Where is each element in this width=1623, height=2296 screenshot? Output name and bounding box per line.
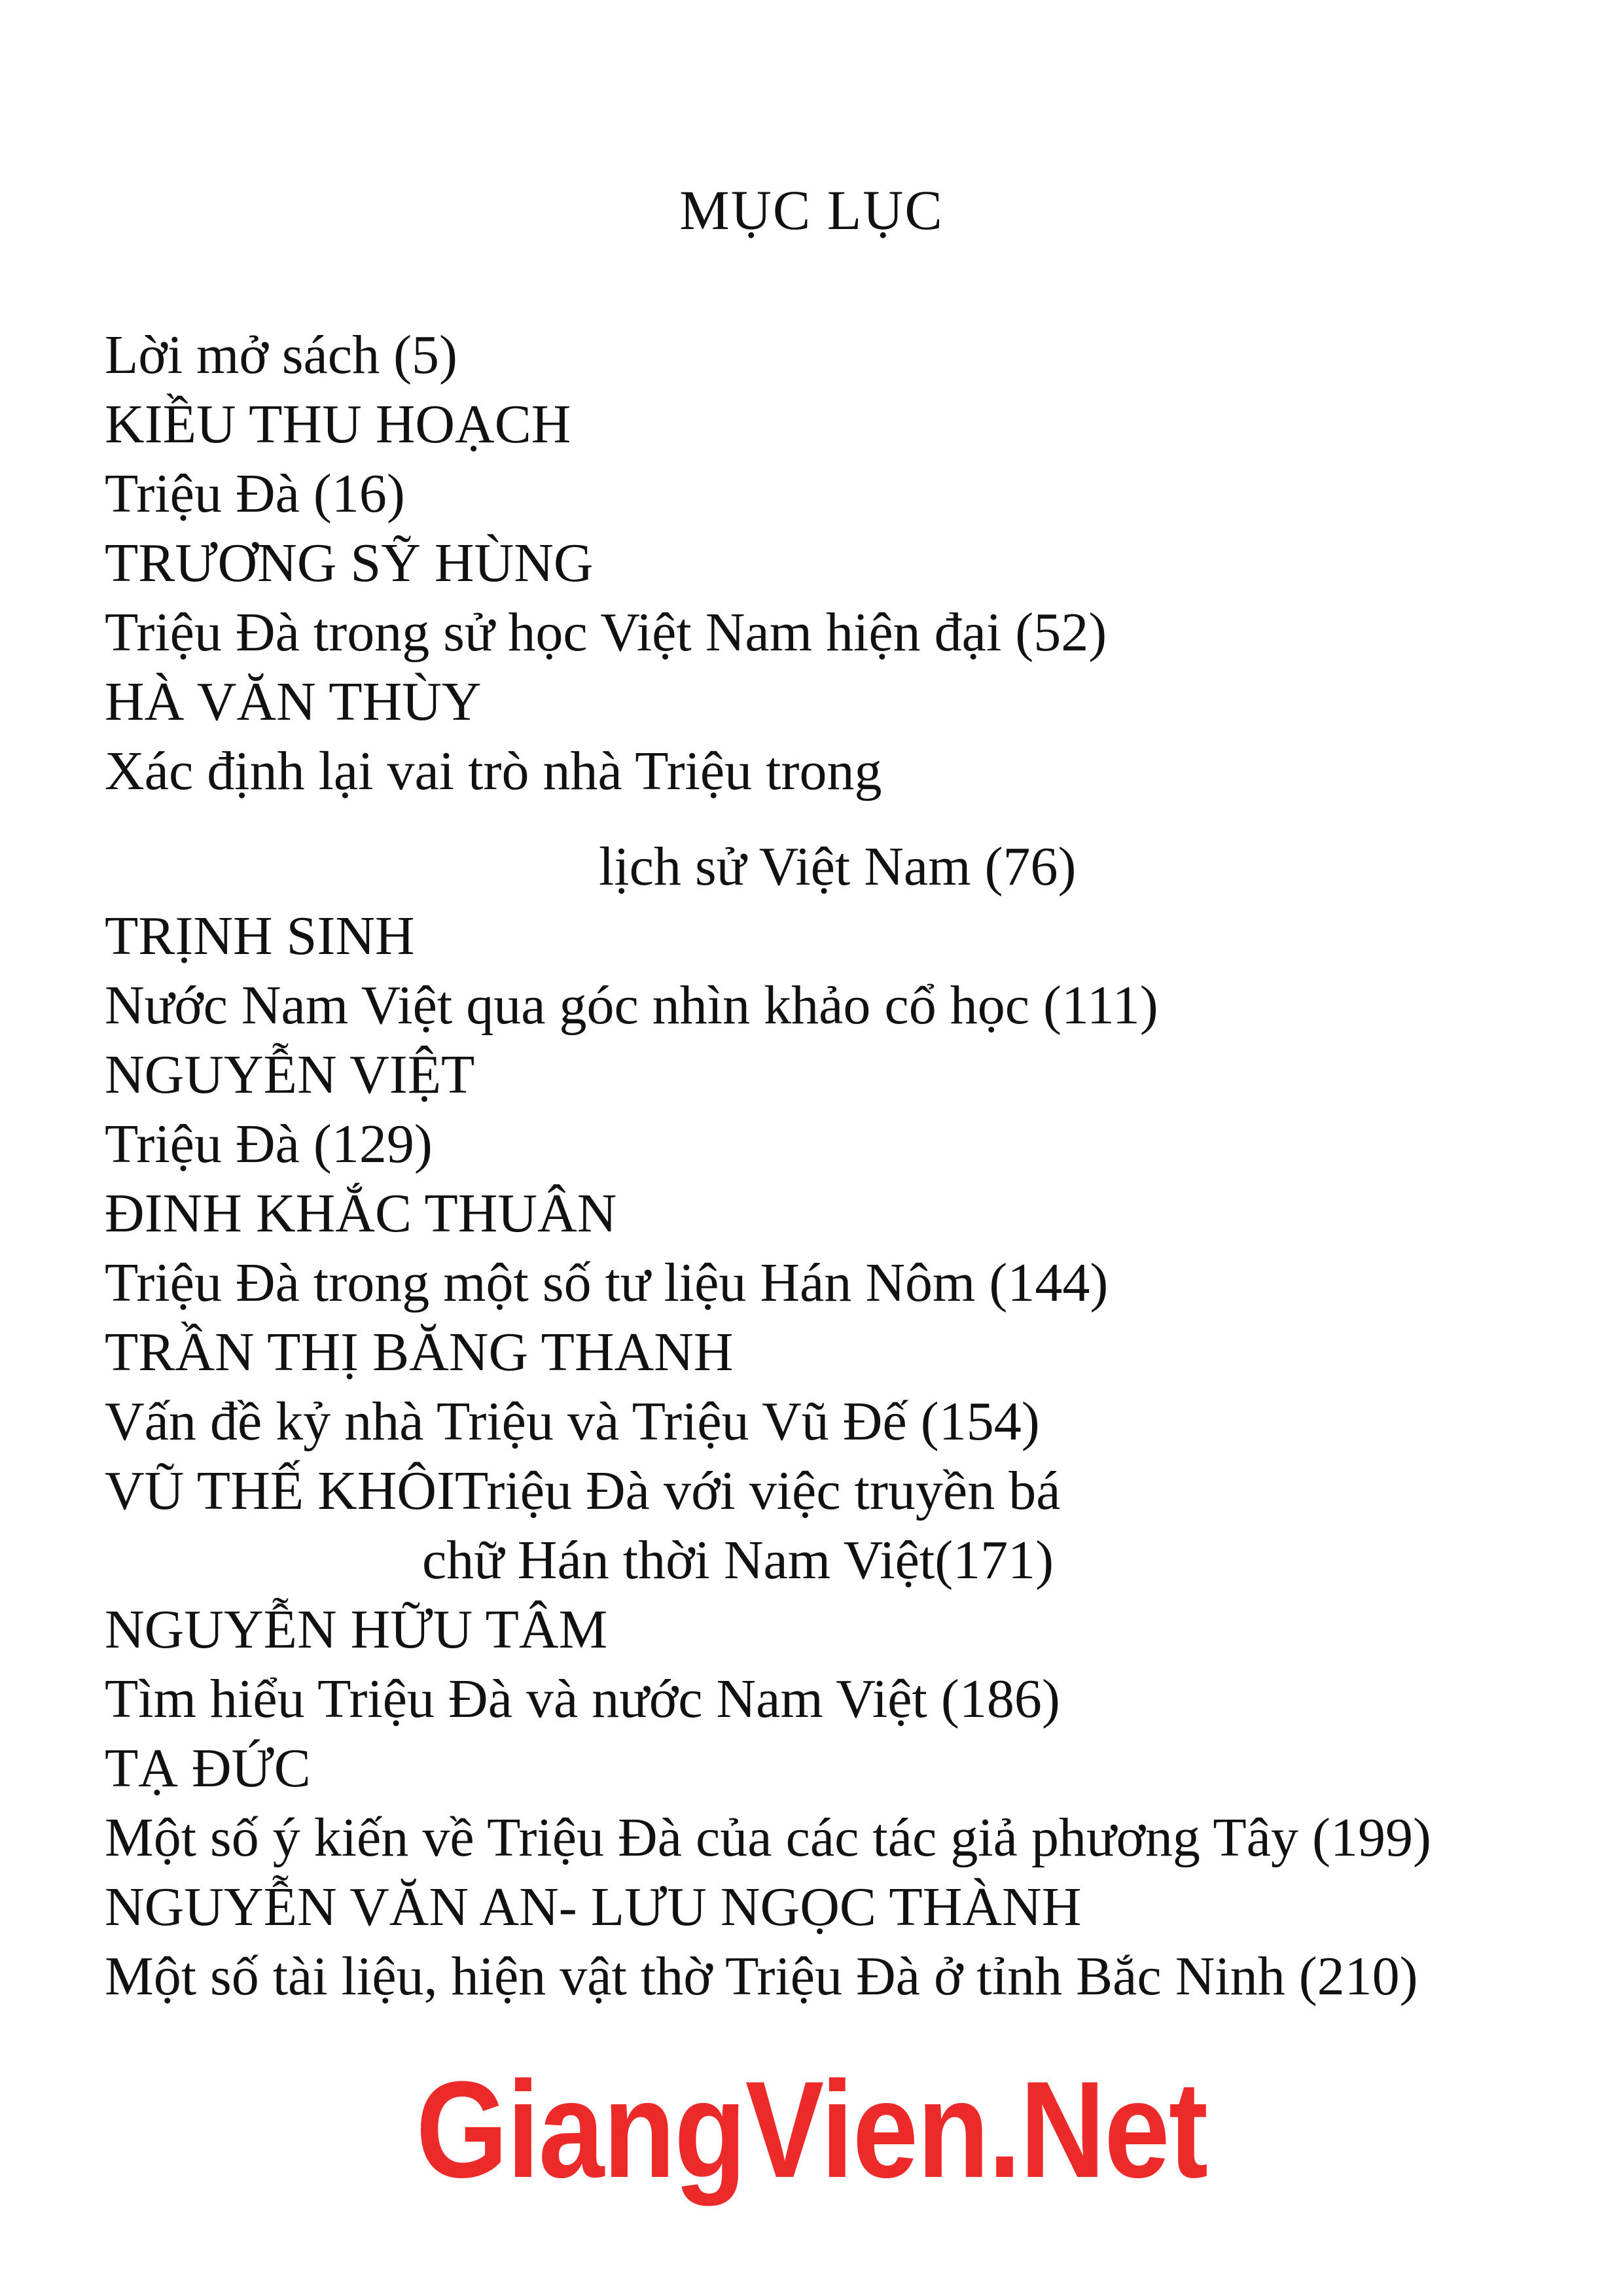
toc-author: NGUYỄN VIỆT [105,1044,475,1105]
toc-entry: Một số tài liệu, hiện vật thờ Triệu Đà ở tỉnh Bắc Ninh (210) [105,1946,1418,2007]
toc-entry: Tìm hiểu Triệu Đà và nước Nam Việt (186) [105,1669,1060,1729]
toc-entry: Một số ý kiến về Triệu Đà của các tác giả phương Tây (199) [105,1807,1431,1868]
toc-author: TRẦN THỊ BĂNG THANH [105,1322,734,1383]
toc-entry-continuation: lịch sử Việt Nam (76) [599,836,1077,897]
table-of-contents [105,321,1577,2011]
toc-author: ĐINH KHẮC THUÂN [105,1183,617,1244]
toc-entry-continuation: chữ Hán thời Nam Việt(171) [422,1530,1054,1591]
toc-author: NGUYỄN VĂN AN- LƯU NGỌC THÀNH [105,1877,1082,1937]
toc-entry: VŨ THẾ KHÔITriệu Đà với việc truyền bá [105,1460,1061,1521]
toc-author: TẠ ĐỨC [105,1738,311,1799]
toc-author: KIỀU THU HOẠCH [105,394,571,455]
toc-entry: Triệu Đà trong sử học Việt Nam hiện đại (52) [105,602,1107,663]
page-title: MỤC LỤC [679,179,944,241]
toc-entry: Triệu Đà (129) [105,1114,433,1174]
toc-entry: Vấn đề kỷ nhà Triệu và Triệu Vũ Đế (154) [105,1391,1040,1452]
toc-entry: Nước Nam Việt qua góc nhìn khảo cổ học (111) [105,975,1158,1036]
toc-author: TRỊNH SINH [105,906,415,966]
watermark-text: GiangVien.Net [416,2053,1207,2206]
toc-entry: Triệu Đà (16) [105,463,405,524]
toc-entry: Lời mở sách (5) [105,325,458,385]
toc-entry: Triệu Đà trong một số tư liệu Hán Nôm (144) [105,1252,1109,1313]
toc-author: NGUYỄN HỮU TÂM [105,1599,608,1660]
toc-author: TRƯƠNG SỸ HÙNG [105,533,594,593]
toc-entry: Xác định lại vai trò nhà Triệu trong [105,741,882,802]
toc-author: HÀ VĂN THÙY [105,671,482,732]
